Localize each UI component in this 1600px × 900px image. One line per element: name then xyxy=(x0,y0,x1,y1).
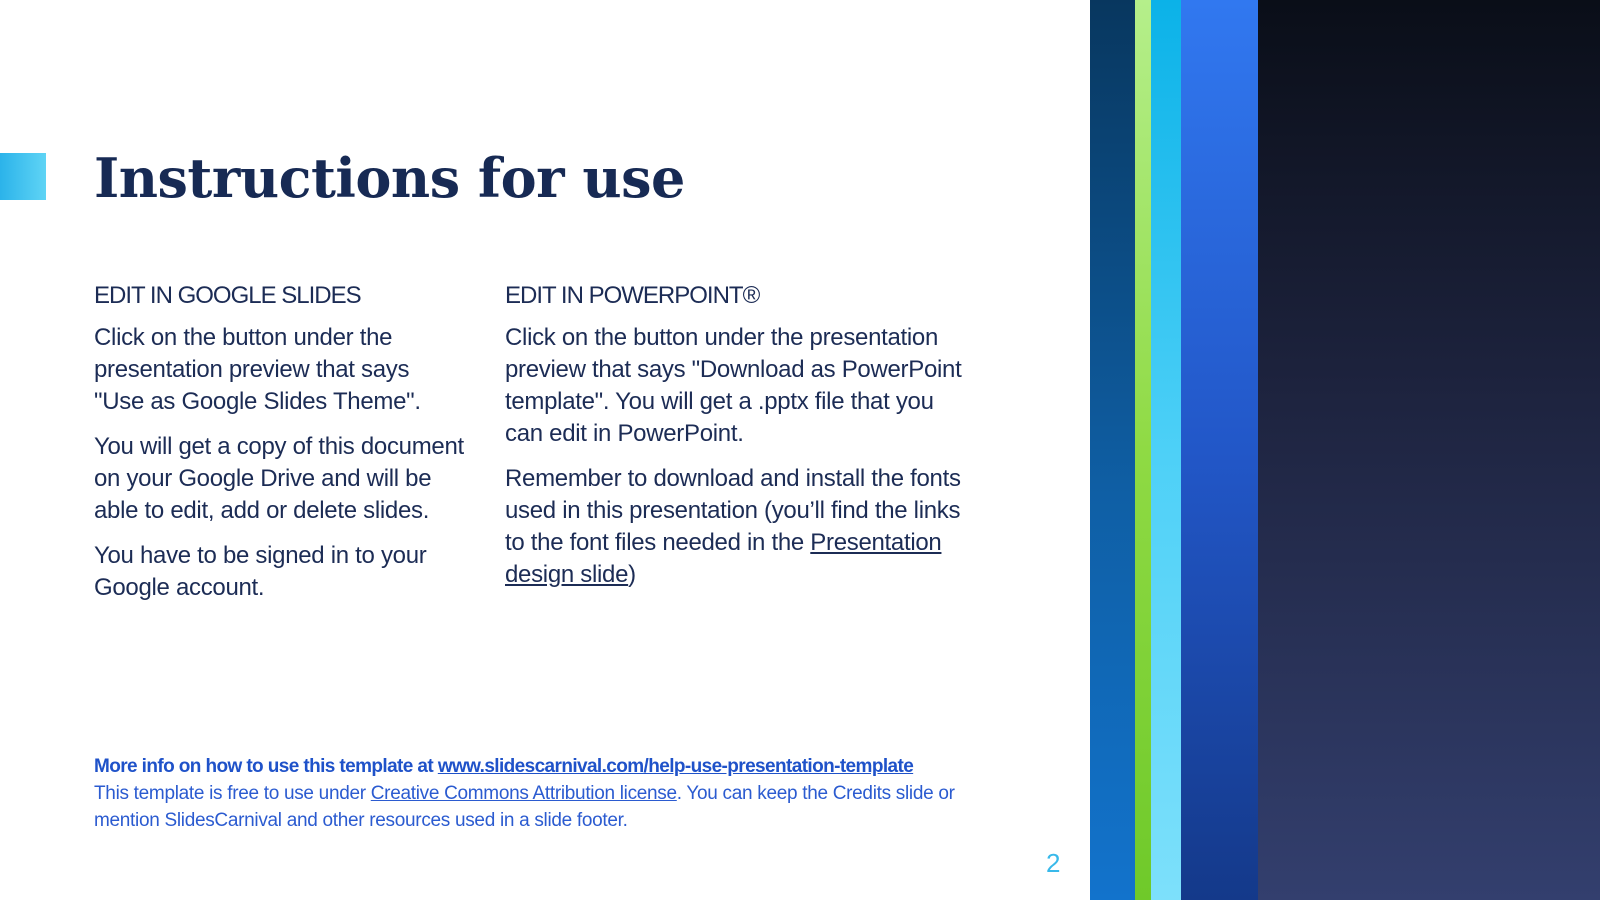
google-slides-heading: EDIT IN GOOGLE SLIDES xyxy=(94,282,361,309)
google-slides-column xyxy=(94,279,464,617)
powerpoint-paragraph: Click on the button under the presentation preview that says "Download as PowerPoint template". You will get a .pptx file that you can edit in PowerPoint. xyxy=(505,324,962,447)
license-text-end: . You can keep the Credits slide or mention SlidesCarnival and other resources used in a slide footer. xyxy=(94,783,955,831)
license-line xyxy=(94,780,1014,834)
blue-stripe xyxy=(1181,0,1258,900)
slide-footer xyxy=(94,753,1014,834)
powerpoint-column xyxy=(505,279,975,604)
navy-stripe xyxy=(1090,0,1135,900)
title-accent-square xyxy=(0,153,46,200)
creative-commons-link[interactable]: Creative Commons Attribution license xyxy=(370,783,677,804)
decorative-stripes xyxy=(1090,0,1600,900)
fonts-text-end: ) xyxy=(628,561,636,588)
powerpoint-paragraph xyxy=(505,463,975,591)
google-slides-paragraph: Click on the button under the presentation preview that says "Use as Google Slides Theme". xyxy=(94,324,421,415)
powerpoint-heading: EDIT IN POWERPOINT® xyxy=(505,282,760,309)
help-template-link[interactable]: www.slidescarnival.com/help-use-presentation-template xyxy=(437,756,914,777)
fonts-text: Remember to download and install the fonts used in this presentation (you’ll find the links to the font files needed in the xyxy=(505,465,961,556)
green-stripe xyxy=(1135,0,1151,900)
presentation-design-link[interactable]: Presentation design slide xyxy=(505,529,942,588)
cyan-stripe xyxy=(1151,0,1181,900)
dark-panel xyxy=(1258,0,1600,900)
page-number: 2 xyxy=(1046,848,1061,878)
license-text: This template is free to use under xyxy=(94,783,371,804)
google-slides-paragraph: You have to be signed in to your Google account. xyxy=(94,542,427,601)
more-info-line xyxy=(94,753,1014,780)
google-slides-paragraph: You will get a copy of this document on your Google Drive and will be able to edit, add or delete slides. xyxy=(94,433,464,524)
more-info-text: More info on how to use this template at xyxy=(94,756,438,777)
slide-title: Instructions for use xyxy=(94,146,685,210)
